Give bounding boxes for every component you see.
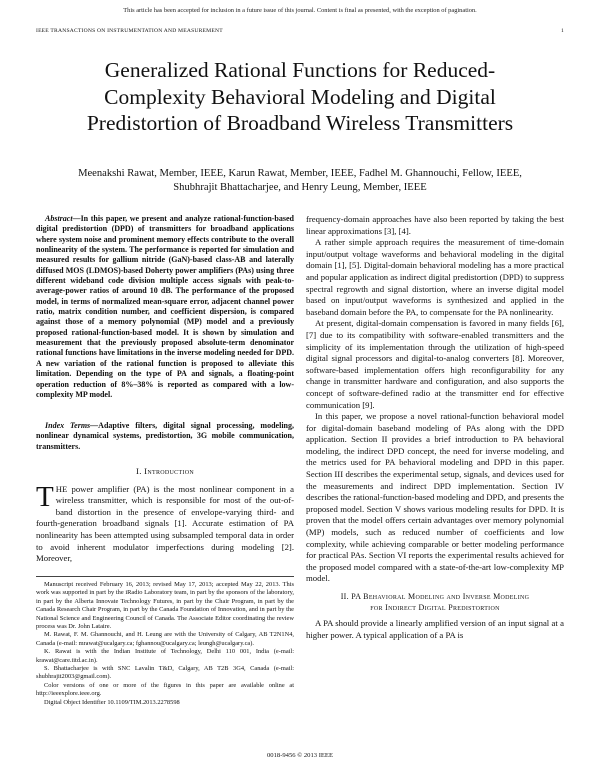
footnote: Digital Object Identifier 10.1109/TIM.2013.2278598 [44, 698, 180, 706]
first-word: HE [55, 483, 68, 494]
section-introduction [36, 466, 294, 565]
acceptance-notice: This article has been accepted for inclusion in a future issue of this journal. Content is final as presented, with the exception of pagination. [123, 7, 477, 14]
dropcap-letter: T [36, 480, 54, 513]
section-1-heading: I. Introduction [136, 466, 194, 476]
footnote: S. Bhattacharjee is with SNC Lavalin T&D, Calgary, AB T2B 3G4, Canada (e-mail: shubhrajit2003@gmail.com). [36, 665, 294, 681]
section-2-heading [306, 592, 564, 613]
index-terms [36, 421, 294, 452]
author-line-1: Meenakshi Rawat, Member, IEEE, Karun Rawat, Member, IEEE, Fadhel M. Ghannouchi, Fellow, IEEE, [78, 168, 522, 179]
paragraph: At present, digital-domain compensation is favored in many fields [6], [7] due to its compatibility with software-enabled transmitters and the simplicity of its implementation through the utilization of high-speed digital signal processors and digital-to-analog converters [8]. Moreover, software-based implementation offers high reconfigurability for any change in transmitter hardware and configuration, and also supports the concept of software-defined radio at the transmitter end for effective communication [9]. [306, 318, 564, 410]
journal-name: IEEE TRANSACTIONS ON INSTRUMENTATION AND MEASUREMENT [36, 28, 223, 34]
paragraph: A PA should provide a linearly amplified version of an input signal at a higher power. A typical application of a PA is [306, 618, 564, 640]
footnote: K. Rawat is with the Indian Institute of Technology, Delhi 110 001, India (e-mail: krawat@care.iitd.ac.in). [36, 648, 294, 664]
footnote: Color versions of one or more of the figures in this paper are available online at http://ieeexplore.ieee.org. [36, 681, 294, 698]
index-terms-label: Index Terms— [45, 421, 99, 430]
abstract [36, 214, 294, 400]
paragraph: In this paper, we propose a novel rational-function behavioral model for digital-domain baseband modeling of PAs along with the DPD application. Section II provides a brief introduction to PA behavioral modeling, the indirect DPD concept, the need for inverse modeling, and the metrics used for PA behavioral modeling and DPD in this paper. Section III describes the experimental setup, signals, and devices used for the measurements and indirect DPD implementation. Section IV describes the rational-function-based modeling and DPD, and presents the proposed model. Section V shows various modeling results for DPD. It is proven that the model offers certain advantages over memory polynomial (MP) models, such as reduced number of coefficients and low complexity, while achieving comparable or better modeling performance for practical PAs. Section VI reports the experimental results achieved for the proposed model compared with a state-of-the-art low-complexity MP model. [306, 411, 564, 584]
page-number: 1 [561, 28, 564, 34]
abstract-text: In this paper, we present and analyze rational-function-based digital predistortion (DPD) of transmitters for broadband applications where system noise and prominent memory effects contribute to the overall nonlinearity of the system. The performance is reported for simulation and measured results for gallium nitride (GaN)-based class-AB and laterally diffused MOS (LDMOS)-based Doherty power amplifiers (PAs) using three different wideband code division multiple access signals with peak-to-average-power ratios of around 10 dB. The performance of the proposed model, in terms of normalized mean-square error, adjacent channel power ratio, matrix condition number, and coefficient dispersion, is compared against those of a memory polynomial (MP) model and a previously proposed rational-function-based model. It is shown by simulation and measurement that the previously proposed absolute-term denominator rational functions have limitations in the inverse modeling needed for DPD. A new variation of the rational function is proposed to alleviate this limitation. Depending on the type of PA and signals, a floating-point operation reduction of 8%–38% is reported as compared with a low-complexity MP model. [36, 214, 294, 399]
section-2-heading-line-1: II. PA Behavioral Modeling and Inverse Modeling [340, 592, 530, 601]
footnotes [36, 581, 294, 707]
index-terms-text: Adaptive filters, digital signal processing, modeling, nonlinear dynamical systems, predistortion, 3G mobile communication, transmitters. [36, 421, 294, 451]
footnote: M. Rawat, F. M. Ghannouchi, and H. Leung are with the University of Calgary, AB T2N1N4, Canada (e-mail: mrawat@ucalgary.ca; fghannou@ucalgary.ca; leungh@ucalgary.ca). [36, 631, 294, 647]
intro-paragraph: power amplifier (PA) is the most nonlinear component in a wireless transmitter, which is responsible for most of the out-of-band distortion in the presence of envelope-varying third- and fourth-generation broadband signals [1]. Accurate estimation of PA nonlinearity has been attempted using subsampled temporal data in order to avoid inherent modulator imperfections during modeling [2]. Moreover, [36, 483, 294, 564]
running-head [36, 28, 564, 34]
paragraph: frequency-domain approaches have also been reported by taking the best linear approximations [3], [4]. [306, 214, 564, 236]
author-list [70, 167, 530, 195]
paragraph: A rather simple approach requires the measurement of time-domain input/output voltage waveforms and behavioral modeling in the digital domain [1], [5]. Digital-domain behavioral modeling has a more practical and popular application as indirect digital predistortion (DPD) to suppress spectral regrowth and signal distortion, where an inverse digital model based on input/output waveforms is synthesized and applied in the baseband domain before the PA, to compensate for the PA nonlinearity. [306, 237, 564, 317]
right-column [306, 214, 564, 641]
author-line-2: Shubhrajit Bhattacharjee, and Henry Leung, Member, IEEE [173, 182, 427, 193]
footnote: Manuscript received February 16, 2013; revised May 17, 2013; accepted May 22, 2013. This work was supported in part by the iRadio Laboratory team, in part by the sponsors of the laboratory, in part by the Alberta Innovate Technology Futures, in part by the Chair Program, in part by the Canada Research Chair Program, in part by the Canada Foundation of Innovation, and in part by the National Science and Engineering Council of Canada. The Associate Editor coordinating the review process was Dr. John Lataire. [36, 581, 294, 631]
paper-title: Generalized Rational Functions for Reduced-Complexity Behavioral Modeling and Digital Predistortion of Broadband Wireless Transmitters [86, 58, 514, 135]
footnote-rule [36, 576, 294, 577]
copyright-footer: 0018-9456 © 2013 IEEE [267, 752, 333, 759]
abstract-label: Abstract— [45, 214, 81, 223]
section-2-heading-line-2: for Indirect Digital Predistortion [370, 602, 500, 612]
